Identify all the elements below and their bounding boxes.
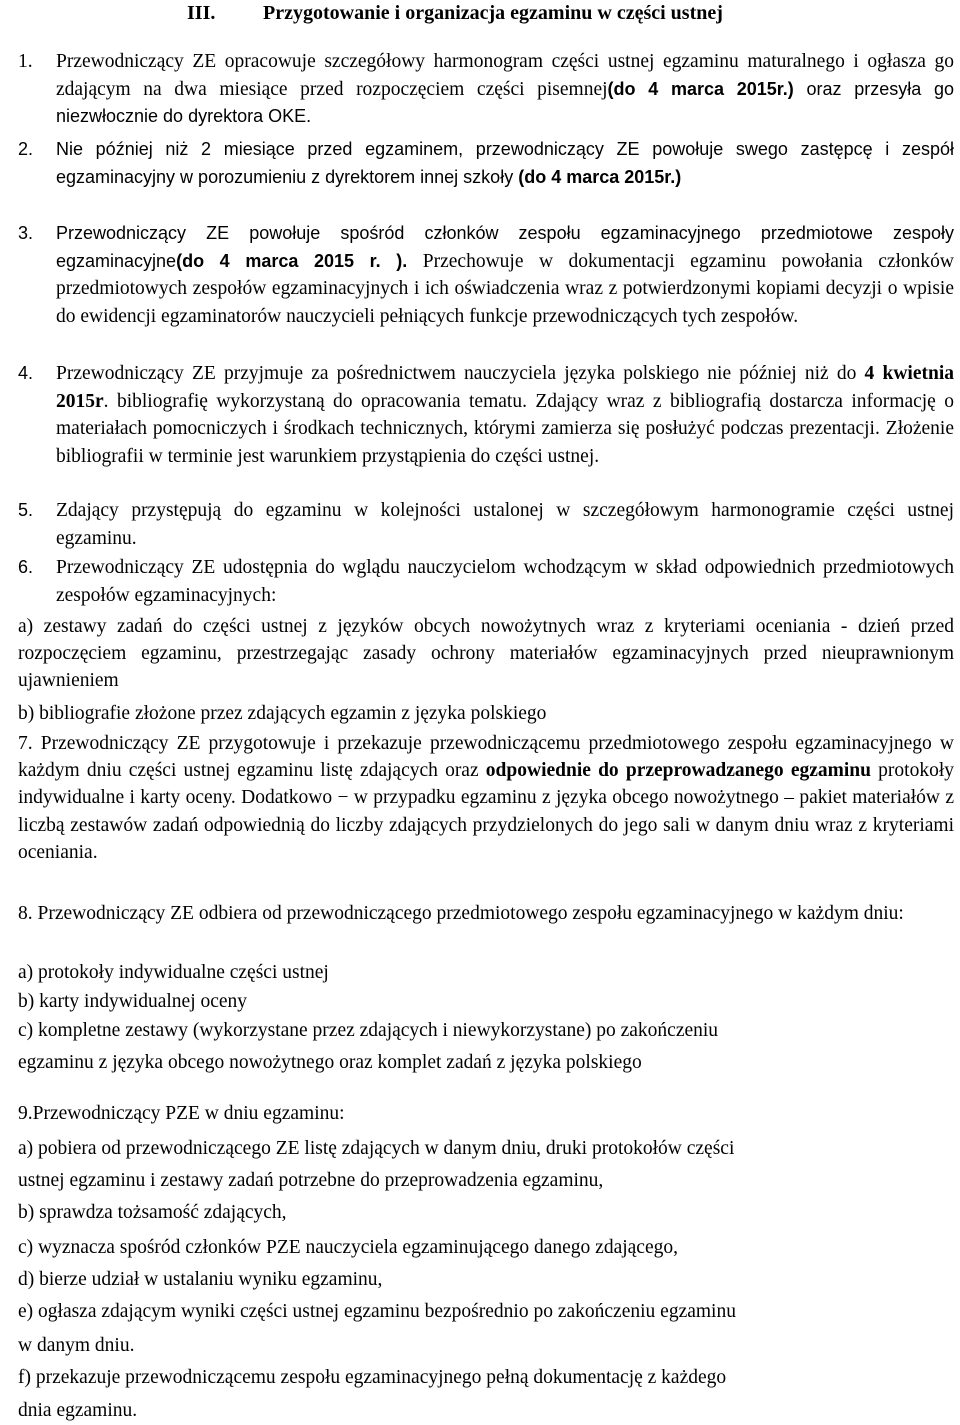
item-number: 2. xyxy=(18,139,34,159)
item-text: . bibliografię wykorzystaną do opracowania tematu. Zdający wraz z bibliografią dostarcza informację o materiałach pomocniczych i środkach technicznych, którymi zamierza się posłużyć podczas prezentacji. Złożenie bibliografii w terminie jest warunkiem przystąpienia do części ustnej. xyxy=(56,390,954,467)
subitem-9e-line1: e) ogłasza zdającym wyniki części ustnej egzaminu bezpośrednio po zakończeniu egzaminu xyxy=(18,1301,736,1322)
paragraph-9-intro: 9.Przewodniczący PZE w dniu egzaminu: xyxy=(18,1103,345,1124)
item-bold-date: 4 kwietnia 2015r xyxy=(56,363,954,412)
item-bold-date: (do 4 marca 2015 r. ). xyxy=(176,250,408,271)
item-text: oraz przesyła go niezwłocznie do dyrektora OKE. xyxy=(56,78,955,126)
list-item-2 xyxy=(18,136,954,191)
paragraph-8-intro: 8. Przewodniczący ZE odbiera od przewodniczącego przedmiotowego zespołu egzaminacyjnego w każdym dniu: xyxy=(18,903,904,924)
paragraph-7 xyxy=(18,730,954,866)
list-item-3 xyxy=(18,220,954,330)
item-text: Przewodniczący ZE przyjmuje za pośrednictwem nauczyciela języka polskiego nie później niż do xyxy=(56,363,865,384)
list-item-1 xyxy=(18,48,954,131)
subitem-6a: a) zestawy zadań do części ustnej z języków obcych nowożytnych wraz z kryteriami oceniania - dzień przed rozpoczęciem egzaminu, przestrzegając zasady ochrony materiałów egzaminacyjnych przed nieuprawnionym ujawnieniem xyxy=(18,616,954,692)
item-text: Zdający przystępują do egzaminu w kolejności ustalonej w szczegółowym harmonogramie części ustnej egzaminu. xyxy=(56,500,954,549)
item-number: 3. xyxy=(18,223,34,243)
item-text: Przewodniczący ZE udostępnia do wglądu nauczycielom wchodzącym w skład odpowiednich przedmiotowych zespołów egzaminacyjnych: xyxy=(56,557,954,606)
subitem-8c-line1: c) kompletne zestawy (wykorzystane przez zdających i niewykorzystane) po zakończeniu xyxy=(18,1020,719,1041)
subitem-9a-line2: ustnej egzaminu i zestawy zadań potrzebne do przeprowadzenia egzaminu, xyxy=(18,1170,604,1191)
item-number: 5. xyxy=(18,500,34,520)
subitem-9a-line1: a) pobiera od przewodniczącego ZE listę zdających w danym dniu, druki protokołów części xyxy=(18,1138,735,1159)
subitem-8b: b) karty indywidualnej oceny xyxy=(18,991,248,1012)
item-number: 6. xyxy=(18,557,34,577)
subitem-9b: b) sprawdza tożsamość zdających, xyxy=(18,1202,287,1223)
item-text: Przewodniczący ZE opracowuje szczegółowy harmonogram części ustnej egzaminu maturalnego i ogłasza go zdającym na dwa miesiące przed rozpoczęciem części pisemnej xyxy=(56,51,954,100)
item-bold-date: (do 4 marca 2015r.) xyxy=(607,78,794,99)
paragraph-text: 7. Przewodniczący ZE przygotowuje i przekazuje przewodniczącemu przedmiotowego zespołu egzaminacyjnego w każdym dniu części ustnej egzaminu listę zdających oraz xyxy=(18,733,954,782)
list-item-4 xyxy=(18,360,954,470)
section-heading xyxy=(187,2,723,25)
item-number: 4. xyxy=(18,363,34,383)
subitem-9d: d) bierze udział w ustalaniu wyniku egzaminu, xyxy=(18,1269,383,1290)
item-text: Przewodniczący ZE powołuje spośród członków zespołu egzaminacyjnego przedmiotowe zespoły egzaminacyjne xyxy=(56,223,954,271)
subitem-8c-line2: egzaminu z języka obcego nowożytnego oraz komplet zadań z języka polskiego xyxy=(18,1052,642,1073)
subitem-9f-line2: dnia egzaminu. xyxy=(18,1400,138,1421)
subitem-9c: c) wyznacza spośród członków PZE nauczyciela egzaminującego danego zdającego, xyxy=(18,1237,678,1258)
section-title: Przygotowanie i organizacja egzaminu w części ustnej xyxy=(263,2,723,24)
item-text: Przechowuje w dokumentacji egzaminu powołania członków przedmiotowych zespołów egzaminacyjnych i ich oświadczenia wraz z potwierdzonymi kopiami decyzji o wpisie do ewidencji egzaminatorów nauczycieli pełniących funkcje przewodniczących tych zespołów. xyxy=(56,250,955,327)
paragraph-text: protokoły indywidualne i karty oceny. Dodatkowo − w przypadku egzaminu z języka obcego nowożytnego – pakiet materiałów z liczbą zestawów zadań odpowiednią do liczby zdających przydzielonych do jego sali w danym dniu wraz z kryteriami oceniania. xyxy=(18,760,954,863)
paragraph-bold-text: odpowiednie do przeprowadzanego egzaminu xyxy=(485,760,871,782)
subitem-8a: a) protokoły indywidualne części ustnej xyxy=(18,962,329,983)
item-text: Nie później niż 2 miesiące przed egzaminem, przewodniczący ZE powołuje swego zastępcę i zespół egzaminacyjny w porozumieniu z dyrektorem innej szkoły xyxy=(56,139,954,187)
list-item-6 xyxy=(18,554,954,609)
list-item-5 xyxy=(18,497,954,552)
subitem-6b: b) bibliografie złożone przez zdających egzamin z języka polskiego xyxy=(18,703,547,724)
subitem-9e-line2: w danym dniu. xyxy=(18,1335,135,1356)
section-number: III. xyxy=(187,2,216,24)
subitem-9f-line1: f) przekazuje przewodniczącemu zespołu egzaminacyjnego pełną dokumentację z każdego xyxy=(18,1367,727,1388)
item-bold-date: (do 4 marca 2015r.) xyxy=(518,166,682,187)
item-number: 1. xyxy=(18,51,33,72)
